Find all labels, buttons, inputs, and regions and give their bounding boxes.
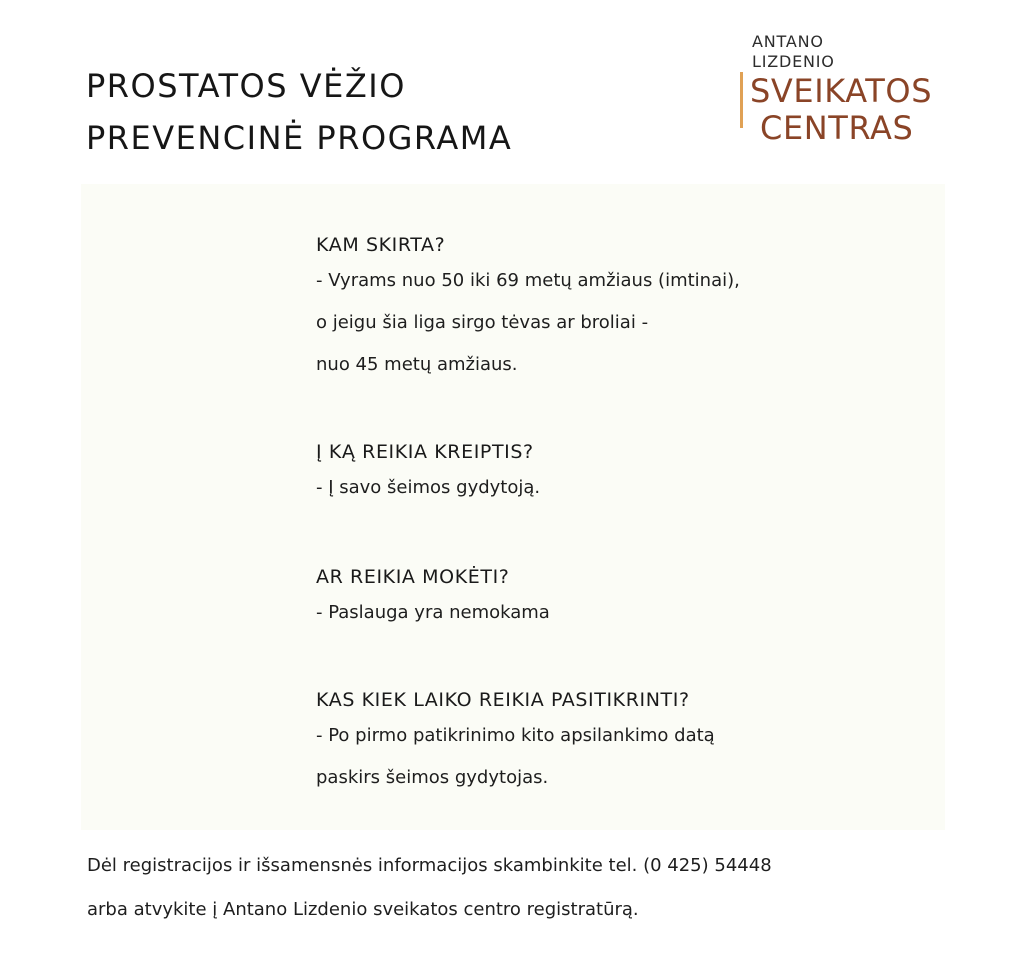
section-line: o jeigu šia liga sirgo tėvas ar broliai -	[316, 312, 649, 333]
section-line: - Vyrams nuo 50 iki 69 metų amžiaus (imtinai),	[316, 270, 740, 291]
section-kam-skirta	[316, 230, 936, 386]
logo	[738, 32, 968, 150]
section-kur-kreiptis	[316, 437, 936, 509]
section-line: paskirs šeimos gydytojas.	[316, 767, 549, 788]
logo-accent-bar	[740, 72, 743, 128]
footer-contact	[87, 844, 987, 932]
footer-line-2: arba atvykite į Antano Lizdenio sveikatos centro registratūrą.	[87, 899, 639, 920]
logo-line-lizdenio: LIZDENIO	[752, 52, 835, 71]
section-line: nuo 45 metų amžiaus.	[316, 354, 518, 375]
title-line-2: PREVENCINĖ PROGRAMA	[86, 119, 513, 157]
info-panel	[81, 184, 945, 830]
title-line-1: PROSTATOS VĖŽIO	[86, 67, 406, 105]
footer-line-1: Dėl registracijos ir išsamensnės informacijos skambinkite tel. (0 425) 54448	[87, 855, 772, 876]
logo-line-centras: CENTRAS	[760, 109, 914, 147]
section-line: - Paslauga yra nemokama	[316, 602, 550, 623]
section-ar-moketi	[316, 562, 936, 634]
section-line: - Į savo šeimos gydytoją.	[316, 477, 541, 498]
section-heading: Į KĄ REIKIA KREIPTIS?	[316, 441, 534, 463]
page-title	[86, 60, 512, 164]
section-line: - Po pirmo patikrinimo kito apsilankimo datą	[316, 725, 715, 746]
section-heading: KAS KIEK LAIKO REIKIA PASITIKRINTI?	[316, 689, 690, 711]
logo-line-antano: ANTANO	[752, 32, 824, 51]
logo-line-sveikatos: SVEIKATOS	[750, 72, 933, 110]
section-kiek-laiko	[316, 685, 936, 799]
section-heading: KAM SKIRTA?	[316, 234, 446, 256]
section-heading: AR REIKIA MOKĖTI?	[316, 566, 510, 588]
